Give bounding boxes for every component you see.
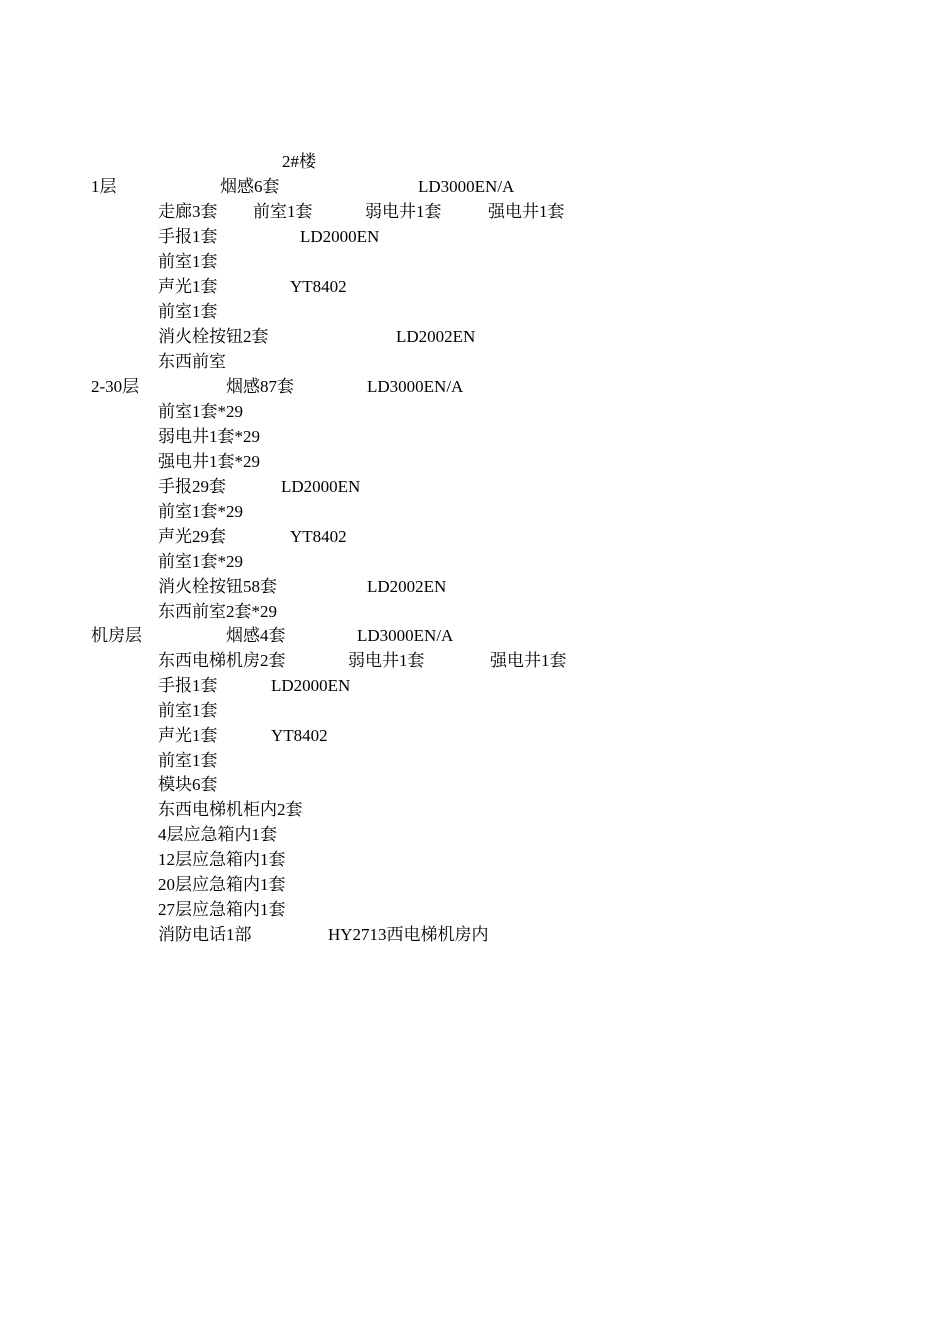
- floors-2-30-hydrant-count: 消火栓按钮58套: [158, 577, 277, 596]
- machine-room-smoke-model: LD3000EN/A: [357, 626, 454, 645]
- floors-2-30-smoke-location: 强电井1套*29: [158, 452, 260, 471]
- machine-room-alarm-location: 前室1套: [158, 751, 218, 770]
- floor1-manual-model: LD2000EN: [300, 227, 380, 246]
- floors-2-30-hydrant-location: 东西前室2套*29: [158, 602, 277, 621]
- machine-room-module-count: 模块6套: [158, 775, 218, 794]
- machine-room-manual-model: LD2000EN: [271, 676, 351, 695]
- machine-room-label: 机房层: [91, 626, 142, 645]
- machine-room-phone-model: HY2713西电梯机房内: [328, 925, 489, 944]
- floor1-smoke-model: LD3000EN/A: [418, 177, 515, 196]
- machine-room-alarm-model: YT8402: [271, 726, 328, 745]
- machine-room-manual-location: 前室1套: [158, 701, 218, 720]
- floor1-manual-count: 手报1套: [158, 227, 218, 246]
- machine-room-module-location: 12层应急箱内1套: [158, 850, 286, 869]
- floors-2-30-alarm-location: 前室1套*29: [158, 552, 243, 571]
- floors-2-30-alarm-count: 声光29套: [158, 527, 226, 546]
- floors-2-30-smoke-model: LD3000EN/A: [367, 377, 464, 396]
- floors-2-30-smoke-count: 烟感87套: [226, 377, 294, 396]
- floor1-label: 1层: [91, 177, 117, 196]
- floor1-hydrant-count: 消火栓按钮2套: [158, 327, 269, 346]
- floor1-alarm-model: YT8402: [290, 277, 347, 296]
- floors-2-30-smoke-location: 前室1套*29: [158, 402, 243, 421]
- floor1-smoke-location: 走廊3套: [158, 202, 218, 221]
- floor1-manual-location: 前室1套: [158, 252, 218, 271]
- machine-room-module-location: 20层应急箱内1套: [158, 875, 286, 894]
- machine-room-module-location: 东西电梯机柜内2套: [158, 800, 303, 819]
- floors-2-30-smoke-location: 弱电井1套*29: [158, 427, 260, 446]
- floor1-hydrant-model: LD2002EN: [396, 327, 476, 346]
- floor1-hydrant-location: 东西前室: [158, 352, 226, 371]
- building-title: 2#楼: [282, 152, 316, 171]
- floors-2-30-hydrant-model: LD2002EN: [367, 577, 447, 596]
- machine-room-smoke-location: 东西电梯机房2套: [158, 651, 286, 670]
- floor1-smoke-location: 弱电井1套: [365, 202, 442, 221]
- machine-room-smoke-count: 烟感4套: [226, 626, 286, 645]
- machine-room-alarm-count: 声光1套: [158, 726, 218, 745]
- floors-2-30-manual-count: 手报29套: [158, 477, 226, 496]
- floor1-alarm-location: 前室1套: [158, 302, 218, 321]
- machine-room-manual-count: 手报1套: [158, 676, 218, 695]
- floors-2-30-manual-model: LD2000EN: [281, 477, 361, 496]
- floor1-smoke-count: 烟感6套: [220, 177, 280, 196]
- machine-room-module-location: 4层应急箱内1套: [158, 825, 277, 844]
- floors-2-30-label: 2-30层: [91, 377, 140, 396]
- floor1-smoke-location: 强电井1套: [488, 202, 565, 221]
- floors-2-30-manual-location: 前室1套*29: [158, 502, 243, 521]
- machine-room-smoke-location: 弱电井1套: [348, 651, 425, 670]
- floors-2-30-alarm-model: YT8402: [290, 527, 347, 546]
- floor1-smoke-location: 前室1套: [253, 202, 313, 221]
- machine-room-phone-count: 消防电话1部: [158, 925, 252, 944]
- machine-room-smoke-location: 强电井1套: [490, 651, 567, 670]
- machine-room-module-location: 27层应急箱内1套: [158, 900, 286, 919]
- floor1-alarm-count: 声光1套: [158, 277, 218, 296]
